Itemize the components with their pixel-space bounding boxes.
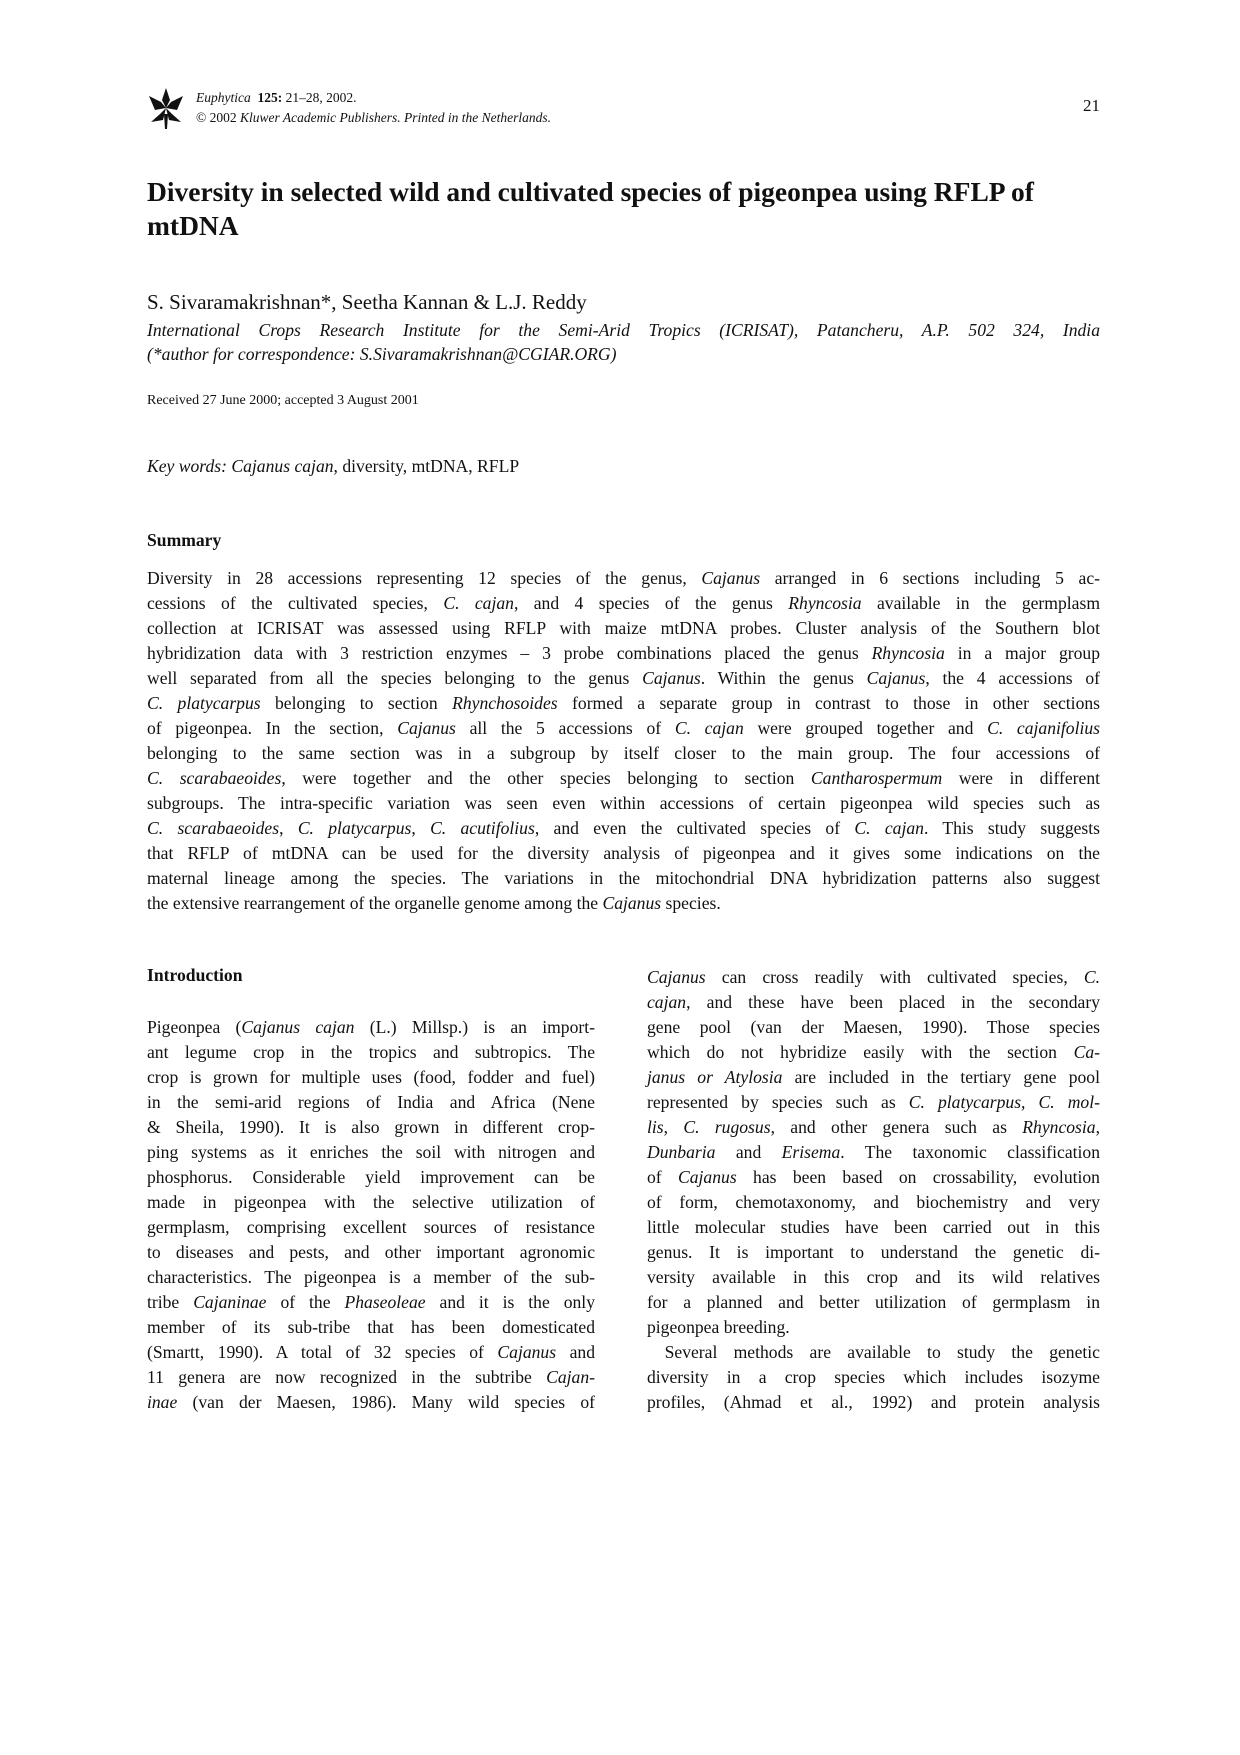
text-line <box>147 1065 595 1090</box>
text-line <box>147 841 1100 866</box>
text-run: phosphorus. Considerable yield improvement can be <box>147 1167 595 1187</box>
text-run: , and 4 species of the genus <box>513 593 789 613</box>
text-line <box>147 616 1100 641</box>
text-run: of <box>647 1167 679 1187</box>
text-line <box>147 1190 595 1215</box>
text-line <box>147 1215 595 1240</box>
text-run: , <box>1095 1117 1100 1137</box>
introduction-heading: Introduction <box>147 965 243 985</box>
text-run: and it is the only <box>425 1292 595 1312</box>
text-run: of pigeonpea. In the section, <box>147 718 398 738</box>
text-line <box>647 1215 1100 1240</box>
italic-term: C. platycarpus <box>147 693 261 713</box>
text-run: hybridization data with 3 restriction enzymes – 3 probe combinations placed the genus <box>147 643 872 663</box>
italic-term: Cajanus <box>647 967 706 987</box>
text-run: are included in the tertiary gene pool <box>782 1067 1100 1087</box>
text-line <box>147 1340 595 1365</box>
italic-term: Rhyncosia <box>1022 1117 1096 1137</box>
italic-term: Cantharospermum <box>810 768 943 788</box>
text-line <box>647 1140 1100 1165</box>
text-line <box>147 1015 595 1040</box>
text-run: . Within the genus <box>700 668 867 688</box>
text-run: , <box>663 1117 684 1137</box>
keyword-italic: Cajanus cajan <box>231 456 334 476</box>
italic-term: Phaseoleae <box>344 1292 426 1312</box>
italic-term: Cajanus <box>497 1342 557 1362</box>
text-run: versity available in this crop and its wild relatives <box>647 1267 1100 1287</box>
italic-term: Rhyncosia <box>788 593 862 613</box>
italic-term: Cajanus <box>678 1167 737 1187</box>
text-run: . The taxonomic classification <box>840 1142 1100 1162</box>
summary-text <box>147 566 1100 916</box>
publisher-logo-icon <box>147 86 185 130</box>
text-run: and <box>715 1142 782 1162</box>
text-line <box>647 1115 1100 1140</box>
text-line <box>647 990 1100 1015</box>
text-run: genus. It is important to understand the genetic di- <box>647 1242 1100 1262</box>
introduction-right-column <box>647 965 1100 1415</box>
text-run: member of its sub-tribe that has been domesticated <box>147 1317 595 1337</box>
text-run: , were together and the other species belonging to section <box>281 768 811 788</box>
text-run: & Sheila, 1990). It is also grown in different crop- <box>147 1117 595 1137</box>
italic-term: cajan <box>647 992 687 1012</box>
text-line <box>647 1390 1100 1415</box>
text-line <box>647 965 1100 990</box>
text-line <box>647 1015 1100 1040</box>
text-run: diversity in a crop species which includes isozyme <box>647 1367 1100 1387</box>
text-line <box>147 666 1100 691</box>
text-run: gene pool (van der Maesen, 1990). Those species <box>647 1017 1100 1037</box>
text-run: of the <box>266 1292 345 1312</box>
text-run: , and even the cultivated species of <box>534 818 855 838</box>
text-run: in a major group <box>944 643 1101 663</box>
text-run: available in the germplasm <box>861 593 1101 613</box>
italic-term: Cajanus <box>397 718 456 738</box>
text-run: in the semi-arid regions of India and Africa (Nene <box>147 1092 595 1112</box>
text-line <box>147 641 1100 666</box>
text-run: crop is grown for multiple uses (food, fodder and fuel) <box>147 1067 595 1087</box>
text-run: tribe <box>147 1292 194 1312</box>
text-run: little molecular studies have been carried out in this <box>647 1217 1100 1237</box>
text-run: made in pigeonpea with the selective utilization of <box>147 1192 595 1212</box>
text-run: (van der Maesen, 1986). Many wild species of <box>177 1392 595 1412</box>
italic-term: C. platycarpus <box>297 818 412 838</box>
text-line <box>647 1290 1100 1315</box>
italic-term: Cajanus <box>701 568 761 588</box>
text-run: Diversity in 28 accessions representing 12 species of the genus, <box>147 568 702 588</box>
text-line <box>147 866 1100 891</box>
italic-term: C. scarabaeoides <box>147 818 280 838</box>
text-run: of form, chemotaxonomy, and biochemistry and very <box>647 1192 1100 1212</box>
text-run: all the 5 accessions of <box>455 718 675 738</box>
italic-term: C. <box>1083 967 1100 987</box>
text-line <box>647 1340 1100 1365</box>
summary-heading: Summary <box>147 530 222 550</box>
text-run: were grouped together and <box>743 718 988 738</box>
text-run: has been based on crossability, evolution <box>736 1167 1100 1187</box>
italic-term: Rhyncosia <box>871 643 945 663</box>
text-line <box>147 1315 595 1340</box>
italic-term: Cajanus <box>642 668 701 688</box>
text-run: ant legume crop in the tropics and subtropics. The <box>147 1042 595 1062</box>
text-run: can cross readily with cultivated species, <box>705 967 1084 987</box>
italic-term: C. cajan <box>674 718 744 738</box>
italic-term: C. platycarpus, C. mol- <box>908 1092 1100 1112</box>
text-line <box>647 1265 1100 1290</box>
keywords <box>147 456 519 477</box>
text-run: Several methods are available to study the genetic <box>647 1342 1100 1362</box>
text-run: . This study suggests <box>923 818 1101 838</box>
text-line <box>147 1040 595 1065</box>
journal-citation <box>196 88 551 128</box>
page-number: 21 <box>1083 96 1100 115</box>
introduction-left-column <box>147 1015 595 1415</box>
text-run: , the 4 accessions of <box>925 668 1101 688</box>
italic-term: C. cajan <box>443 593 514 613</box>
text-line <box>647 1365 1100 1390</box>
text-run: Pigeonpea ( <box>147 1017 242 1037</box>
text-run: well separated from all the species belonging to the genus <box>147 668 643 688</box>
text-line <box>147 816 1100 841</box>
journal-pages: 21–28, 2002. <box>282 90 357 105</box>
italic-term: Cajan- <box>546 1367 595 1387</box>
text-line <box>147 1240 595 1265</box>
text-run: , <box>411 818 431 838</box>
text-line <box>647 1090 1100 1115</box>
text-line <box>147 1290 595 1315</box>
text-line <box>147 691 1100 716</box>
text-line <box>647 1240 1100 1265</box>
text-run: were in different <box>942 768 1101 788</box>
italic-term: lis <box>647 1117 664 1137</box>
text-run: formed a separate group in contrast to those in other sections <box>557 693 1101 713</box>
paper-title: Diversity in selected wild and cultivated species of pigeonpea using RFLP of mtDNA <box>147 176 1034 241</box>
text-run: germplasm, comprising excellent sources of resistance <box>147 1217 595 1237</box>
text-line <box>647 1165 1100 1190</box>
italic-term: Cajanus <box>602 893 662 913</box>
text-run: maternal lineage among the species. The variations in the mitochondrial DNA hybridization patterns also suggest <box>147 868 1100 888</box>
italic-term: Dunbaria <box>647 1142 716 1162</box>
italic-term: Ca- <box>1073 1042 1100 1062</box>
italic-term: C. acutifolius <box>430 818 535 838</box>
text-run: belonging to the same section was in a subgroup by itself closer to the main group. The four accessions of <box>147 743 1100 763</box>
text-run: pigeonpea breeding. <box>647 1317 790 1337</box>
italic-term: Cajanus cajan <box>241 1017 355 1037</box>
journal-line-2 <box>196 108 551 128</box>
publisher-name: Kluwer Academic Publishers. Printed in the Netherlands. <box>240 110 551 125</box>
italic-term: inae <box>147 1392 178 1412</box>
text-run: , and other genera such as <box>770 1117 1023 1137</box>
text-line <box>147 716 1100 741</box>
text-line <box>147 766 1100 791</box>
correspondence: (*author for correspondence: S.Sivaramakrishnan@CGIAR.ORG) <box>147 344 617 364</box>
keywords-rest: , diversity, mtDNA, RFLP <box>333 456 520 476</box>
italic-term: C. cajanifolius <box>987 718 1100 738</box>
text-run: to diseases and pests, and other important agronomic <box>147 1242 595 1262</box>
journal-volume: 125: <box>257 90 283 105</box>
received-dates: Received 27 June 2000; accepted 3 August 2001 <box>147 393 419 408</box>
authors: S. Sivaramakrishnan*, Seetha Kannan & L.J. Reddy <box>147 290 587 314</box>
text-run: 11 genera are now recognized in the subtribe <box>147 1367 547 1387</box>
italic-term: Rhynchosoides <box>452 693 558 713</box>
italic-term: C. scarabaeoides <box>147 768 282 788</box>
text-line <box>647 1315 1100 1340</box>
text-run: characteristics. The pigeonpea is a member of the sub- <box>147 1267 595 1287</box>
text-run: (L.) Millsp.) is an import- <box>354 1017 595 1037</box>
text-run: arranged in 6 sections including 5 ac- <box>760 568 1100 588</box>
text-line <box>147 1115 595 1140</box>
text-line <box>147 891 1100 916</box>
text-line <box>147 741 1100 766</box>
text-run: (Smartt, 1990). A total of 32 species of <box>147 1342 498 1362</box>
text-line <box>147 1365 595 1390</box>
affiliation: International Crops Research Institute for the Semi-Arid Tropics (ICRISAT), Patancheru, A.P. 502 324, India <box>147 320 1100 340</box>
text-run: , <box>279 818 298 838</box>
text-line <box>147 1165 595 1190</box>
text-line <box>147 1090 595 1115</box>
text-line <box>147 1390 595 1415</box>
text-line <box>147 1265 595 1290</box>
italic-term: C. rugosus <box>683 1117 771 1137</box>
keywords-label: Key words: <box>147 456 232 476</box>
text-run: the extensive rearrangement of the organelle genome among the <box>147 893 603 913</box>
text-run: which do not hybridize easily with the section <box>647 1042 1074 1062</box>
journal-name: Euphytica <box>196 90 251 105</box>
text-line <box>647 1190 1100 1215</box>
text-run: species. <box>661 893 721 913</box>
text-run: and <box>556 1342 595 1362</box>
text-line <box>147 591 1100 616</box>
text-run: subgroups. The intra-specific variation was seen even within accessions of certain pigeonpea wild species such as <box>147 793 1100 813</box>
italic-term: Erisema <box>781 1142 841 1162</box>
text-run: , and these have been placed in the secondary <box>686 992 1100 1012</box>
italic-term: janus or Atylosia <box>647 1067 783 1087</box>
text-run: that RFLP of mtDNA can be used for the diversity analysis of pigeonpea and it gives some indications on the <box>147 843 1100 863</box>
text-line <box>147 791 1100 816</box>
text-run: profiles, (Ahmad et al., 1992) and protein analysis <box>647 1392 1100 1412</box>
journal-line-1 <box>196 88 551 108</box>
text-run: ping systems as it enriches the soil with nitrogen and <box>147 1142 595 1162</box>
italic-term: Cajaninae <box>193 1292 267 1312</box>
text-line <box>647 1040 1100 1065</box>
text-run: represented by species such as <box>647 1092 909 1112</box>
text-line <box>147 566 1100 591</box>
text-run: cessions of the cultivated species, <box>147 593 444 613</box>
text-line <box>647 1065 1100 1090</box>
text-run: belonging to section <box>260 693 453 713</box>
text-run: for a planned and better utilization of germplasm in <box>647 1292 1100 1312</box>
text-line <box>147 1140 595 1165</box>
italic-term: Cajanus <box>866 668 926 688</box>
italic-term: C. cajan <box>854 818 924 838</box>
copyright: © 2002 <box>196 110 241 125</box>
text-run: collection at ICRISAT was assessed using RFLP with maize mtDNA probes. Cluster analysis of the Southern blot <box>147 618 1100 638</box>
